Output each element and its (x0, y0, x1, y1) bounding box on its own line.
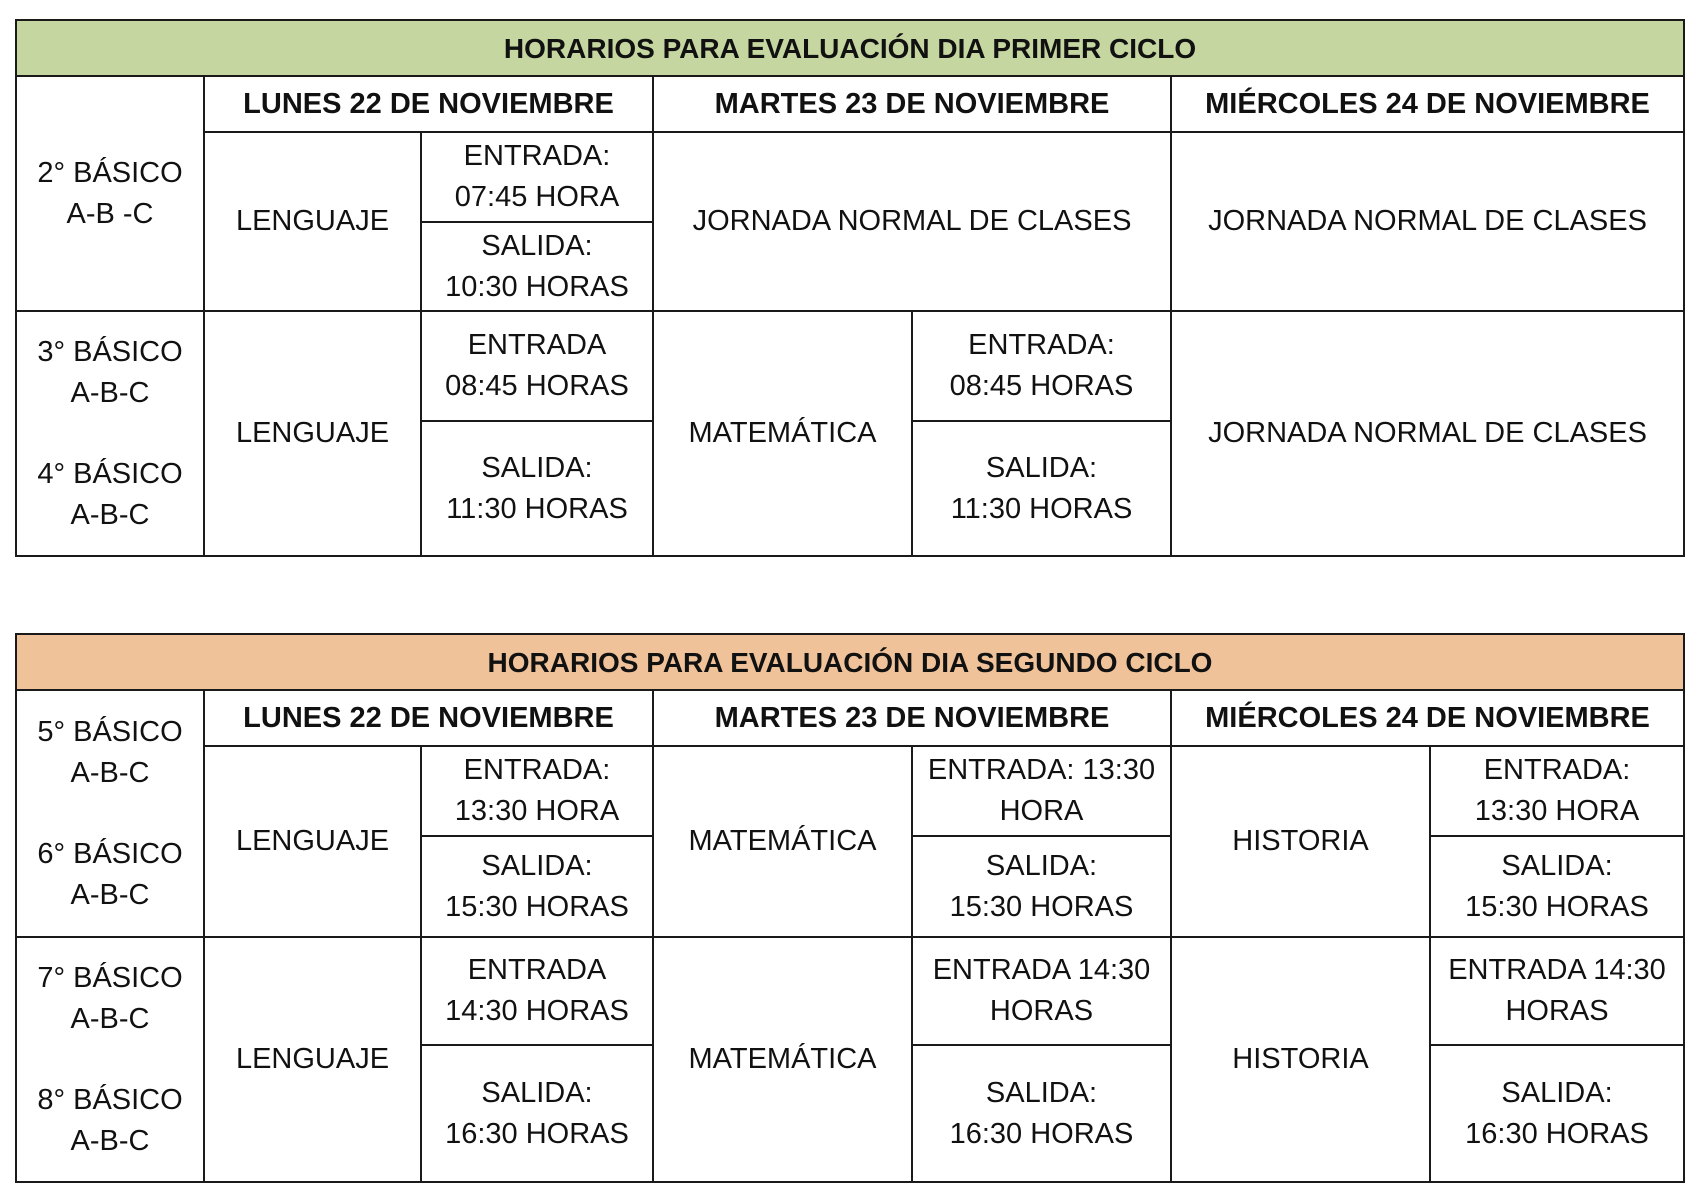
normal-schedule-cell: JORNADA NORMAL DE CLASES (653, 132, 1171, 311)
grade-cell: 7° BÁSICO A-B-C 8° BÁSICO A-B-C (16, 937, 204, 1182)
subject-cell: LENGUAJE (204, 937, 421, 1182)
exit-time-cell: SALIDA: 11:30 HORAS (912, 421, 1171, 556)
day-header-wednesday: MIÉRCOLES 24 DE NOVIEMBRE (1171, 690, 1684, 746)
day-header-tuesday: MARTES 23 DE NOVIEMBRE (653, 690, 1171, 746)
entry-time-cell: ENTRADA 14:30 HORAS (912, 937, 1171, 1045)
exit-time-cell: SALIDA: 15:30 HORAS (421, 836, 653, 937)
subject-cell: MATEMÁTICA (653, 937, 912, 1182)
entry-time-cell: ENTRADA: 08:45 HORAS (912, 311, 1171, 421)
entry-time-cell: ENTRADA 14:30 HORAS (1430, 937, 1684, 1045)
schedule-table-primer-ciclo (15, 19, 1685, 557)
exit-time-cell: SALIDA: 15:30 HORAS (1430, 836, 1684, 937)
grade-cell: 5° BÁSICO A-B-C 6° BÁSICO A-B-C (16, 690, 204, 937)
entry-time-cell: ENTRADA 14:30 HORAS (421, 937, 653, 1045)
day-header-monday: LUNES 22 DE NOVIEMBRE (204, 690, 653, 746)
exit-time-cell: SALIDA: 16:30 HORAS (1430, 1045, 1684, 1182)
entry-time-cell: ENTRADA: 13:30 HORA (1430, 746, 1684, 836)
subject-cell: LENGUAJE (204, 132, 421, 311)
schedule-table-segundo-ciclo (15, 633, 1685, 1183)
normal-schedule-cell: JORNADA NORMAL DE CLASES (1171, 132, 1684, 311)
subject-cell: MATEMÁTICA (653, 746, 912, 937)
exit-time-cell: SALIDA: 16:30 HORAS (912, 1045, 1171, 1182)
exit-time-cell: SALIDA: 15:30 HORAS (912, 836, 1171, 937)
subject-cell: HISTORIA (1171, 937, 1430, 1182)
day-header-tuesday: MARTES 23 DE NOVIEMBRE (653, 76, 1171, 132)
exit-time-cell: SALIDA: 16:30 HORAS (421, 1045, 653, 1182)
day-header-wednesday: MIÉRCOLES 24 DE NOVIEMBRE (1171, 76, 1684, 132)
entry-time-cell: ENTRADA: 13:30 HORA (421, 746, 653, 836)
exit-time-cell: SALIDA: 11:30 HORAS (421, 421, 653, 556)
entry-time-cell: ENTRADA 08:45 HORAS (421, 311, 653, 421)
subject-cell: LENGUAJE (204, 746, 421, 937)
table-title: HORARIOS PARA EVALUACIÓN DIA PRIMER CICLO (16, 20, 1684, 76)
grade-cell: 2° BÁSICO A-B -C (16, 76, 204, 311)
subject-cell: LENGUAJE (204, 311, 421, 556)
entry-time-cell: ENTRADA: 13:30 HORA (912, 746, 1171, 836)
table-title: HORARIOS PARA EVALUACIÓN DIA SEGUNDO CICLO (16, 634, 1684, 690)
grade-cell: 3° BÁSICO A-B-C 4° BÁSICO A-B-C (16, 311, 204, 556)
subject-cell: HISTORIA (1171, 746, 1430, 937)
subject-cell: MATEMÁTICA (653, 311, 912, 556)
exit-time-cell: SALIDA: 10:30 HORAS (421, 222, 653, 311)
normal-schedule-cell: JORNADA NORMAL DE CLASES (1171, 311, 1684, 556)
day-header-monday: LUNES 22 DE NOVIEMBRE (204, 76, 653, 132)
entry-time-cell: ENTRADA: 07:45 HORA (421, 132, 653, 222)
